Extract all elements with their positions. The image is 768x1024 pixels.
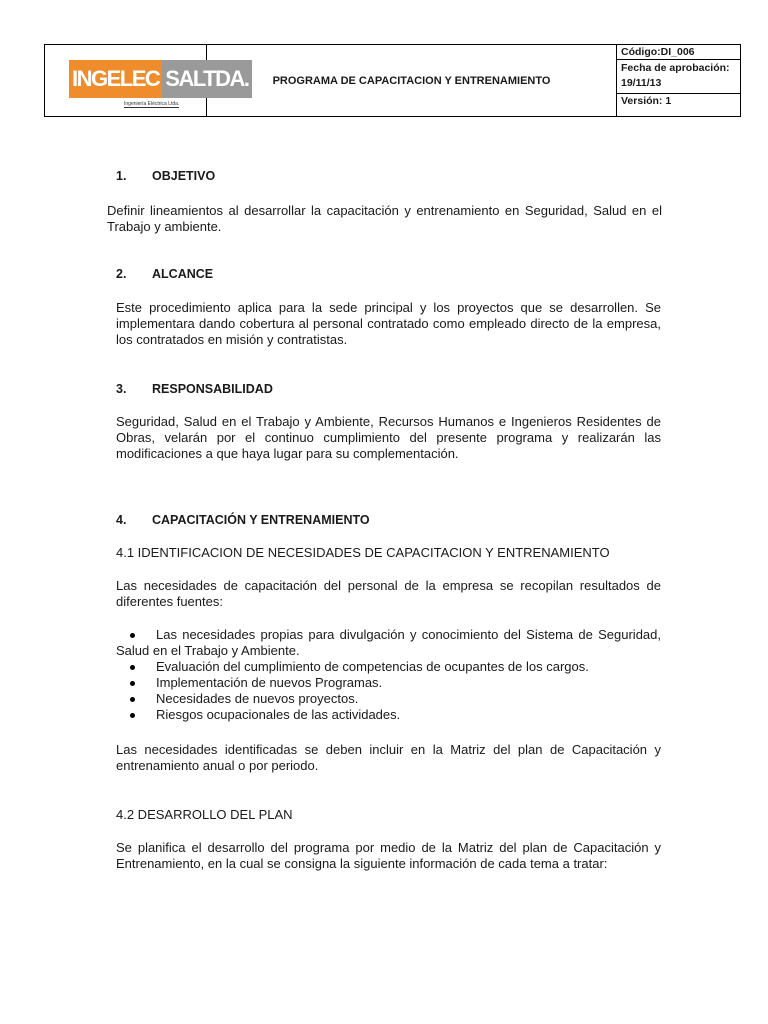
section-heading-capacitacion — [116, 513, 370, 527]
section-title: ALCANCE — [152, 267, 214, 281]
list-item: Necesidades de nuevos proyectos. — [116, 691, 661, 707]
approval-date-label: Fecha de aprobación: — [621, 62, 730, 74]
section-title: OBJETIVO — [152, 169, 216, 183]
subsection-heading-4-1: 4.1 IDENTIFICACION DE NECESIDADES DE CAPACITACION Y ENTRENAMIENTO — [116, 545, 610, 560]
logo-main: INGELEC — [69, 60, 162, 98]
logo-tagline: Ingeniería Eléctrica Ltda. — [124, 101, 180, 107]
section-heading-alcance — [116, 267, 213, 281]
document-code: Código:DI_006 — [617, 45, 740, 60]
bullet-icon — [130, 697, 135, 702]
section-number: 2. — [116, 267, 127, 281]
bullet-icon — [130, 633, 135, 638]
list-item: Riesgos ocupacionales de las actividades. — [116, 707, 661, 723]
subsection-intro-4-1: Las necesidades de capacitación del personal de la empresa se recopilan resultados de diferentes fuentes: — [116, 578, 661, 609]
section-text-objetivo: Definir lineamientos al desarrollar la capacitación y entrenamiento en Seguridad, Salud en el Trabajo y ambiente. — [107, 203, 662, 234]
list-item: Las necesidades propias para divulgación y conocimiento del Sistema de Seguridad, Salud en el Trabajo y Ambiente. — [116, 627, 661, 658]
bullet-icon — [130, 681, 135, 686]
bullet-icon — [130, 713, 135, 718]
section-number: 4. — [116, 513, 127, 527]
document-header — [44, 44, 741, 117]
section-heading-responsabilidad — [116, 382, 273, 396]
section-text-alcance: Este procedimiento aplica para la sede principal y los proyectos que se desarrollen. Se implementara dando cobertura al personal contratado como empleado directo de la empresa, los contratados en misión y contratistas. — [116, 300, 661, 347]
logo-suffix: SALTDA. — [162, 60, 251, 98]
section-text-responsabilidad: Seguridad, Salud en el Trabajo y Ambiente, Recursos Humanos e Ingenieros Residentes de Obras, velarán por el continuo cumplimiento del presente programa y realizarán las modificaciones a que haya lugar para su complementación. — [116, 414, 661, 461]
company-logo-cell — [45, 45, 249, 116]
section-number: 3. — [116, 382, 127, 396]
list-item: Implementación de nuevos Programas. — [116, 675, 661, 691]
bullet-icon — [130, 665, 135, 670]
needs-list — [116, 627, 661, 723]
section-number: 1. — [116, 169, 127, 183]
document-meta — [617, 45, 740, 116]
company-logo — [69, 60, 252, 98]
section-title: RESPONSABILIDAD — [152, 382, 273, 396]
section-heading-objetivo — [116, 169, 215, 183]
subsection-text-4-2: Se planifica el desarrollo del programa por medio de la Matriz del plan de Capacitación y Entrenamiento, en la cual se consigna la siguiente información de cada tema a tratar: — [116, 840, 661, 871]
document-version: Versión: 1 — [621, 95, 672, 107]
section-title: CAPACITACIÓN Y ENTRENAMIENTO — [152, 513, 370, 527]
subsection-heading-4-2: 4.2 DESARROLLO DEL PLAN — [116, 807, 293, 822]
approval-date-value: 19/11/13 — [621, 77, 662, 89]
list-item: Evaluación del cumplimiento de competencias de ocupantes de los cargos. — [116, 659, 661, 675]
subsection-closing-4-1: Las necesidades identificadas se deben incluir en la Matriz del plan de Capacitación y entrenamiento anual o por periodo. — [116, 742, 661, 773]
approval-date — [617, 60, 740, 94]
document-title: PROGRAMA DE CAPACITACION Y ENTRENAMIENTO — [207, 45, 617, 116]
